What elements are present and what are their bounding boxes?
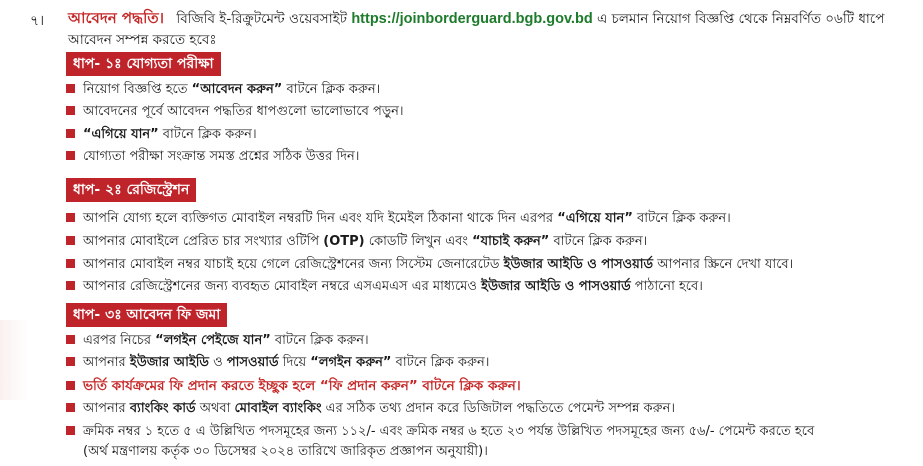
text: দিয়ে: [278, 355, 311, 370]
text: (অর্থ মন্ত্রণালয় কর্তৃক ৩০ ডিসেম্বর ২০২৪ তারিখে জারিকৃত প্রজ্ঞাপন অনুযায়ী)।: [83, 444, 488, 459]
list-item: [66, 353, 917, 373]
bullet-square-icon: [66, 213, 75, 222]
text: আপনার মোবাইলে প্রেরিত চার সংখ্যার ওটিপি: [83, 234, 324, 249]
text: আপনার মোবাইল নম্বর যাচাই হয়ে গেলে রেজিস্ট্রেশনের জন্য সিস্টেম জেনারেটেড: [83, 257, 504, 272]
bullet-square-icon: [66, 281, 75, 290]
credential-label: ইউজার আইডি ও পাসওয়ার্ড: [503, 257, 654, 272]
text: বাটনে ক্লিক করুন।: [391, 355, 490, 370]
list-item: [66, 147, 917, 167]
item-number: ৭।: [30, 13, 45, 29]
text: বাটনে ক্লিক করুন।: [158, 127, 257, 142]
text: নিয়োগ বিজ্ঞপ্তি হতে: [83, 82, 192, 97]
bullet-square-icon: [66, 335, 75, 344]
text: এর সঠিক তথ্য প্রদান করে ডিজিটাল পদ্ধতিতে পেমেন্ট সম্পন্ন করুন।: [321, 401, 676, 416]
list-item: [66, 399, 917, 419]
button-reference: “এগিয়ে যান”: [557, 211, 633, 226]
watermark-shape: [0, 320, 28, 400]
list-item-highlight: [66, 376, 917, 396]
list-item: [66, 422, 917, 462]
text: বাটনে ক্লিক করুন।: [270, 333, 369, 348]
step-1-header: ধাপ- ১ঃ যোগ্যতা পরীক্ষা: [66, 52, 221, 76]
intro-text-after: এ চলমান নিয়োগ বিজ্ঞপ্তি থেকে নিম্নবর্ণিত ০৬টি ধাপে আবেদন সম্পন্ন করতে হবেঃ: [68, 11, 885, 48]
step-3-header: ধাপ- ৩ঃ আবেদন ফি জমা: [66, 303, 227, 327]
text: আবেদনের পূর্বে আবেদন পদ্ধতির ধাপগুলো ভালোভাবে পড়ুন।: [83, 104, 404, 119]
list-item: [66, 125, 917, 145]
list-item: [66, 255, 917, 275]
credential-label: ইউজার আইডি: [129, 355, 209, 370]
button-reference: “এগিয়ে যান”: [83, 127, 159, 142]
bullet-square-icon: [66, 381, 75, 390]
list-item: [66, 277, 917, 297]
bullet-square-icon: [66, 84, 75, 93]
text: আপনার রেজিস্ট্রেশনের জন্য ব্যবহৃত মোবাইল নম্বরে এসএমএস এর মাধ্যমেও: [83, 279, 482, 294]
bullet-square-icon: [66, 259, 75, 268]
bullet-square-icon: [66, 357, 75, 366]
list-item: [66, 80, 917, 100]
text: ও: [209, 355, 227, 370]
bullet-square-icon: [66, 151, 75, 160]
text: বাটনে ক্লিক করুন।: [282, 82, 381, 97]
bullet-square-icon: [66, 129, 75, 138]
button-reference: “লগইন পেইজে যান”: [155, 333, 271, 348]
bullet-square-icon: [66, 403, 75, 412]
text: অথবা: [195, 401, 235, 416]
bullet-square-icon: [66, 236, 75, 245]
list-item: [66, 209, 917, 229]
intro-paragraph: [68, 8, 908, 51]
otp-label: (OTP): [323, 234, 365, 249]
website-link[interactable]: https://joinborderguard.bgb.gov.bd: [351, 11, 593, 27]
step-2-header: ধাপ- ২ঃ রেজিস্ট্রেশন: [66, 178, 196, 202]
intro-text-before: বিজিবি ই-রিক্রুটমেন্ট ওয়েবসাইট: [176, 11, 348, 27]
credential-label: ইউজার আইডি ও পাসওয়ার্ড: [481, 279, 631, 294]
text: বাটনে ক্লিক করুন।: [549, 234, 648, 249]
text: যোগ্যতা পরীক্ষা সংক্রান্ত সমস্ত প্রশ্নের সঠিক উত্তর দিন।: [83, 149, 360, 164]
bullet-square-icon: [66, 426, 75, 435]
text: আপনি যোগ্য হলে ব্যক্তিগত মোবাইল নম্বরটি দিন এবং যদি ইমেইল ঠিকানা থাকে দিন এরপর: [83, 211, 558, 226]
credential-label: পাসওয়ার্ড: [226, 355, 279, 370]
text: ভর্তি কার্যক্রমের ফি প্রদান করতে ইচ্ছুক হলে “ফি প্রদান করুন” বাটনে ক্লিক করুন।: [83, 378, 521, 394]
text: ক্রমিক নম্বর ১ হতে ৫ এ উল্লিখিত পদসমূহের জন্য ১১২/- এবং ক্রমিক নম্বর ৬ হতে ২৩ পর্যন্ত উল্লিখিত পদসমূহের জন্য ৫৬/- পেমেন্ট করতে হবে: [83, 424, 815, 439]
text: আপনার: [83, 355, 130, 370]
text: পাঠানো হবে।: [630, 279, 703, 294]
payment-method: মোবাইল ব্যাংকিং: [234, 401, 322, 416]
text: আপনার: [83, 401, 130, 416]
list-item: [66, 331, 917, 351]
list-item: [66, 232, 917, 252]
text: বাটনে ক্লিক করুন।: [632, 211, 731, 226]
button-reference: “লগইন করুন”: [310, 355, 392, 370]
section-label: আবেদন পদ্ধতি।: [68, 9, 165, 27]
payment-method: ব্যাংকিং কার্ড: [129, 401, 196, 416]
list-item: [66, 102, 917, 122]
text: কোডটি লিখুন এবং: [364, 234, 473, 249]
button-reference: “যাচাই করুন”: [472, 234, 550, 249]
bullet-square-icon: [66, 106, 75, 115]
text: এরপর নিচের: [83, 333, 156, 348]
text: আপনার স্ক্রিনে দেখা যাবে।: [653, 257, 794, 272]
button-reference: “আবেদন করুন”: [191, 82, 283, 97]
